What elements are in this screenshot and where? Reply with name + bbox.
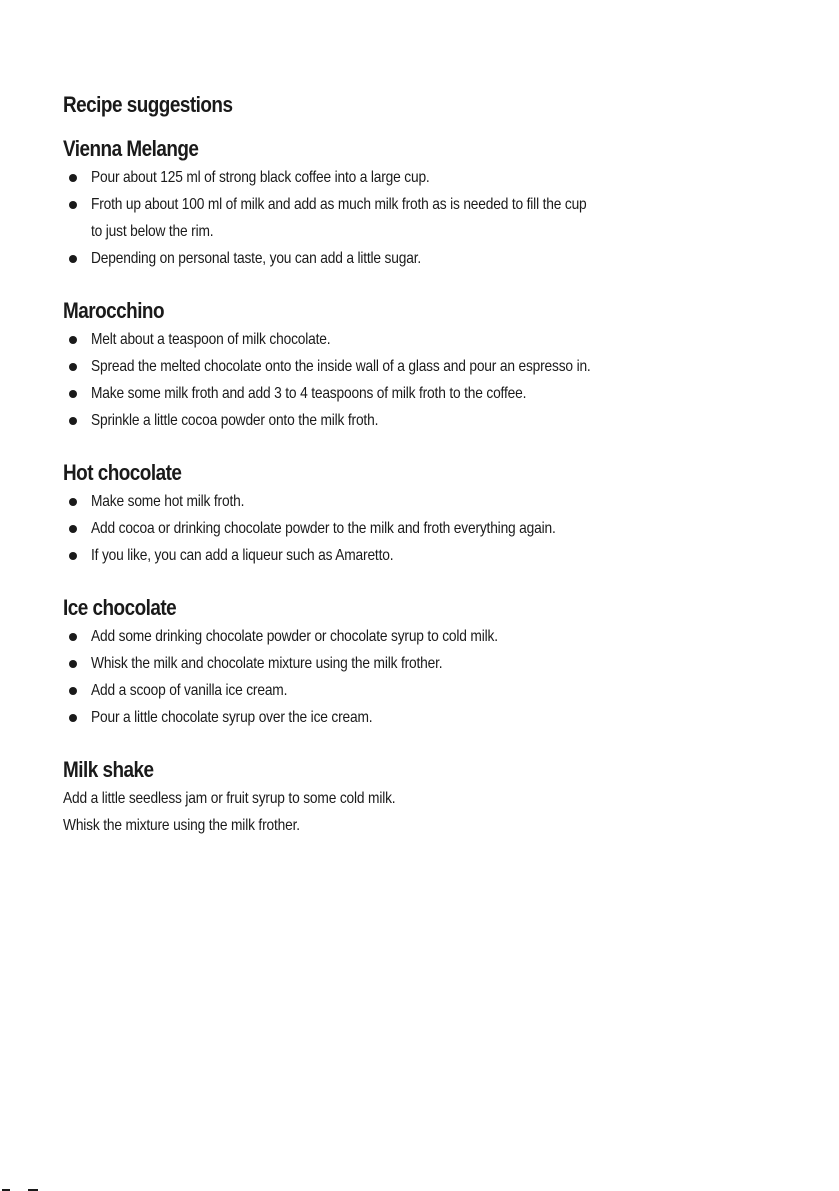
bullet-list xyxy=(63,623,783,731)
bullet-icon xyxy=(69,174,77,182)
list-item xyxy=(63,191,783,245)
bullet-list xyxy=(63,488,783,569)
bullet-icon xyxy=(69,201,77,209)
list-item xyxy=(63,623,783,650)
list-item-text: Whisk the milk and chocolate mixture using the milk frother. xyxy=(91,655,443,672)
page-title: Recipe suggestions xyxy=(63,92,233,117)
list-item-text: Melt about a teaspoon of milk chocolate. xyxy=(91,331,331,348)
section-hot-chocolate xyxy=(63,458,783,569)
list-item xyxy=(63,704,783,731)
bullet-icon xyxy=(69,390,77,398)
section-heading: Milk shake xyxy=(63,757,154,782)
list-item xyxy=(63,677,783,704)
list-item xyxy=(63,407,783,434)
list-item-text: Pour about 125 ml of strong black coffee into a large cup. xyxy=(91,169,430,186)
list-item-text: Make some hot milk froth. xyxy=(91,493,245,510)
list-item xyxy=(63,542,783,569)
list-item xyxy=(63,380,783,407)
section-heading: Vienna Melange xyxy=(63,136,199,161)
section-heading: Ice chocolate xyxy=(63,595,177,620)
section-milk-shake xyxy=(63,755,783,839)
recipe-page xyxy=(63,88,783,839)
list-item-text: Spread the melted chocolate onto the inside wall of a glass and pour an espresso in. xyxy=(91,358,591,375)
bullet-icon xyxy=(69,525,77,533)
list-item xyxy=(63,326,783,353)
list-item xyxy=(63,245,783,272)
bullet-icon xyxy=(69,714,77,722)
paragraph-line: Whisk the mixture using the milk frother. xyxy=(63,817,300,834)
bullet-icon xyxy=(69,255,77,263)
list-item-text: Pour a little chocolate syrup over the ice cream. xyxy=(91,709,373,726)
section-heading: Hot chocolate xyxy=(63,460,182,485)
bullet-icon xyxy=(69,687,77,695)
bullet-icon xyxy=(69,363,77,371)
bullet-list xyxy=(63,326,783,434)
list-item-text: Add a scoop of vanilla ice cream. xyxy=(91,682,288,699)
bullet-icon xyxy=(69,417,77,425)
bullet-icon xyxy=(69,498,77,506)
bullet-list xyxy=(63,164,783,272)
bullet-icon xyxy=(69,552,77,560)
paragraph-line: Add a little seedless jam or fruit syrup to some cold milk. xyxy=(63,790,396,807)
list-item-text: Add some drinking chocolate powder or chocolate syrup to cold milk. xyxy=(91,628,498,645)
list-item xyxy=(63,164,783,191)
list-item xyxy=(63,488,783,515)
list-item xyxy=(63,650,783,677)
list-item-text: Add cocoa or drinking chocolate powder to the milk and froth everything again. xyxy=(91,520,556,537)
bullet-icon xyxy=(69,660,77,668)
list-item-text: Depending on personal taste, you can add a little sugar. xyxy=(91,250,422,267)
list-item-text: If you like, you can add a liqueur such as Amaretto. xyxy=(91,547,394,564)
list-item-text-continued: to just below the rim. xyxy=(91,223,214,240)
list-item-text: Sprinkle a little cocoa powder onto the milk froth. xyxy=(91,412,379,429)
list-item xyxy=(63,515,783,542)
section-vienna-melange xyxy=(63,134,783,272)
section-heading: Marocchino xyxy=(63,298,165,323)
bullet-icon xyxy=(69,633,77,641)
list-item-text: Make some milk froth and add 3 to 4 teaspoons of milk froth to the coffee. xyxy=(91,385,527,402)
list-item xyxy=(63,353,783,380)
bullet-icon xyxy=(69,336,77,344)
section-ice-chocolate xyxy=(63,593,783,731)
list-item-text: Froth up about 100 ml of milk and add as much milk froth as is needed to fill the cup xyxy=(91,196,587,213)
section-marocchino xyxy=(63,296,783,434)
